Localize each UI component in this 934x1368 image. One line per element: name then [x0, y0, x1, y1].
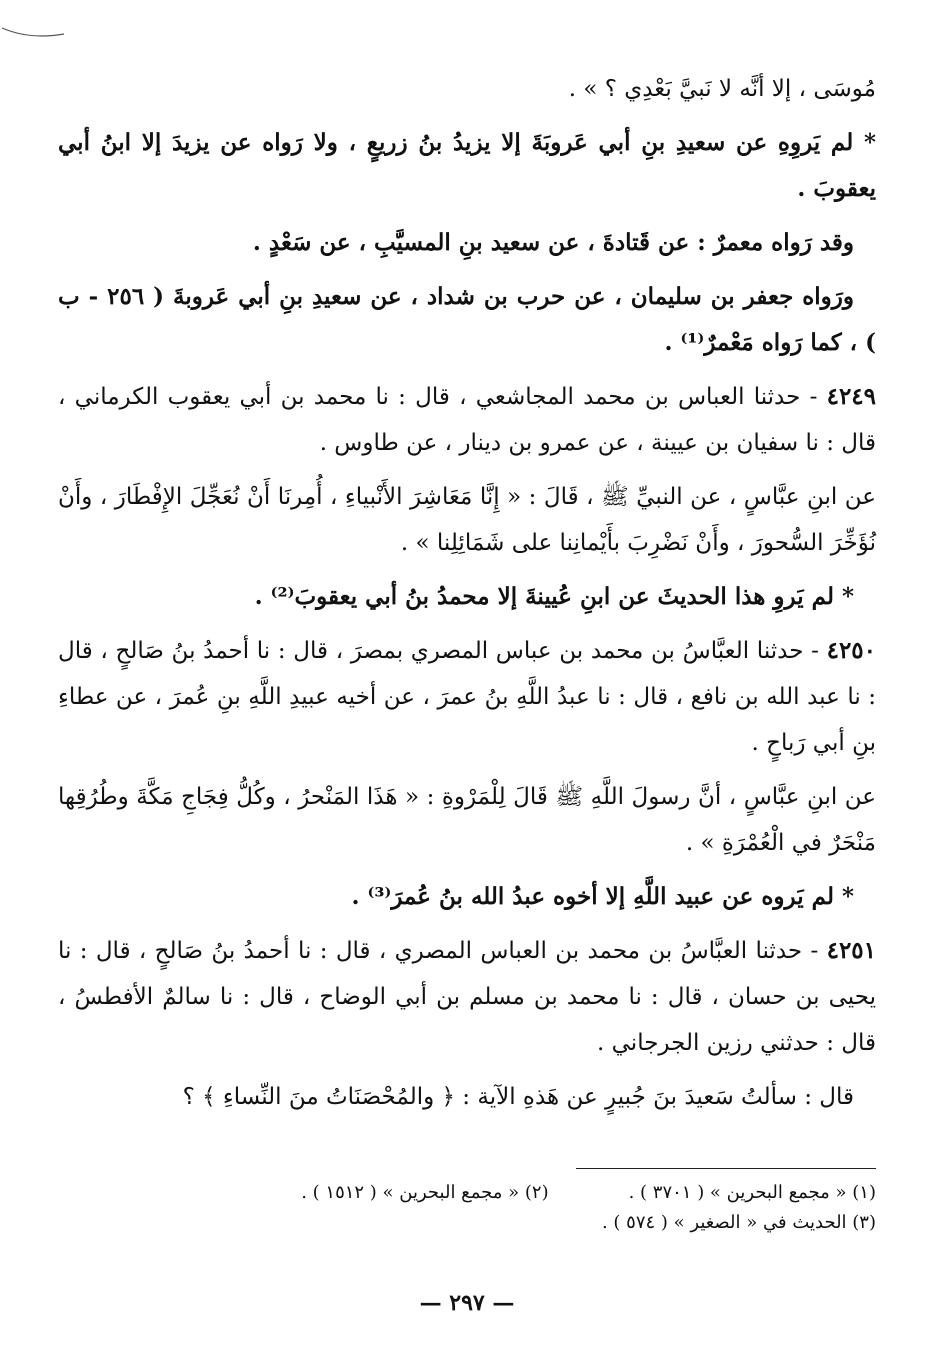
note-paragraph: * لم يَروه عن عبيد اللَّهِ إلا أخوه عبدُ الله بنُ عُمرَ⁽³⁾ .	[351, 883, 854, 910]
hadith-paragraph	[58, 374, 876, 466]
footnote-1: (١) « مجمع البحرين » ( ٣٧٠١ ) .	[628, 1182, 876, 1203]
hadith-number: ٤٢٤٩	[826, 383, 877, 410]
note-paragraph: * لم يَروِ هذا الحديثَ عن ابنِ عُيينةَ إلا محمدُ بنُ أبي يعقوبَ⁽²⁾ .	[254, 583, 854, 610]
footnote-2: (٢) « مجمع البحرين » ( ١٥١٢ ) .	[301, 1182, 549, 1203]
footnotes-divider	[576, 1168, 876, 1169]
footnotes-row	[58, 1178, 876, 1208]
hadith-number: ٤٢٥١	[826, 937, 877, 964]
hadith-text: - حدثنا العباس بن محمد المجاشعي ، قال : نا محمد بن أبي يعقوب الكرماني ، قال : نا سفيان بن عيينة ، عن عمرو بن دينار ، عن طاوس .	[58, 384, 876, 456]
matn-paragraph: عن ابنِ عبَّاسٍ ، عن النبيِّ ﷺ ، قَالَ : « إِنَّا مَعَاشِرَ الأَنْبياءِ ، أُمِرنَا أَنْ نُعَجِّلَ الإِفْطَارَ ، وأَنْ نُؤَخِّرَ السُّحورَ ، وأَنْ نَضْرِبَ بأَيْمانِنا على شَمَائِلِنا » .	[58, 484, 876, 556]
paragraph-continuation: مُوسَى ، إلا أنَّه لا نَبيَّ بَعْدِي ؟ » .	[568, 76, 876, 102]
note-paragraph: وقد رَواه معمرٌ : عن قَتادةَ ، عن سعيد بنِ المسيَّبِ ، عن سَعْدٍ .	[252, 229, 854, 256]
page-number: — ٢٩٧ —	[419, 1290, 515, 1316]
note-paragraph: ورَواه جعفر بن سليمان ، عن حرب بن شداد ، عن سعيدِ بنِ أبي عَروبةَ ( ٢٥٦ - ب ) ، كما رَواه مَعْمرٌ⁽¹⁾ .	[58, 283, 876, 356]
main-text	[58, 66, 876, 1128]
matn-paragraph: عن ابنِ عبَّاسٍ ، أنَّ رسولَ اللَّهِ ﷺ قَالَ لِلْمَرْوةِ : « هَذَا المَنْحرُ ، وكُلُّ فِجَاجِ مَكَّةَ وطُرُقِها مَنْحَرٌ في الْعُمْرَةِ » .	[58, 784, 876, 856]
hadith-paragraph	[58, 928, 876, 1066]
hadith-text: - حدثنا العبَّاسُ بن محمد بن العباس المصري ، قال : نا أحمدُ بنُ صَالحٍ ، قال : نا يحيى بن حسان ، قال : نا محمد بن مسلم بن أبي الوضاح ، قال : نا سالمٌ الأفطسُ ، قال : حدثني رزين الجرجاني .	[58, 938, 876, 1056]
hadith-paragraph	[58, 628, 876, 766]
scan-mark	[0, 0, 70, 40]
hadith-number: ٤٢٥٠	[826, 637, 877, 664]
matn-paragraph: قال : سألتُ سَعيدَ بنَ جُبيرٍ عن هَذهِ الآية : ﴿ والمُحْصَنَاتُ منَ النِّساءِ ﴾ ؟	[182, 1084, 854, 1110]
note-paragraph: * لم يَروِهِ عن سعيدِ بنِ أبي عَروبَةَ إلا يزيدُ بنُ زريعٍ ، ولا رَواه عن يزيدَ إلا ابنُ أبي يعقوبَ .	[58, 129, 876, 202]
footnotes	[58, 1178, 876, 1238]
footnote-3: (٣) الحديث في « الصغير » ( ٥٧٤ ) .	[601, 1212, 876, 1233]
hadith-text: - حدثنا العبَّاسُ بن محمد بن عباس المصري بمصرَ ، قال : نا أحمدُ بنُ صَالحٍ ، قال : نا عبد الله بن نافع ، قال : نا عبدُ اللَّهِ بنُ عمرَ ، عن أخيه عبيدِ اللَّهِ بنِ عُمرَ ، عن عطاءِ بنِ أبي رَباحٍ .	[58, 638, 876, 756]
